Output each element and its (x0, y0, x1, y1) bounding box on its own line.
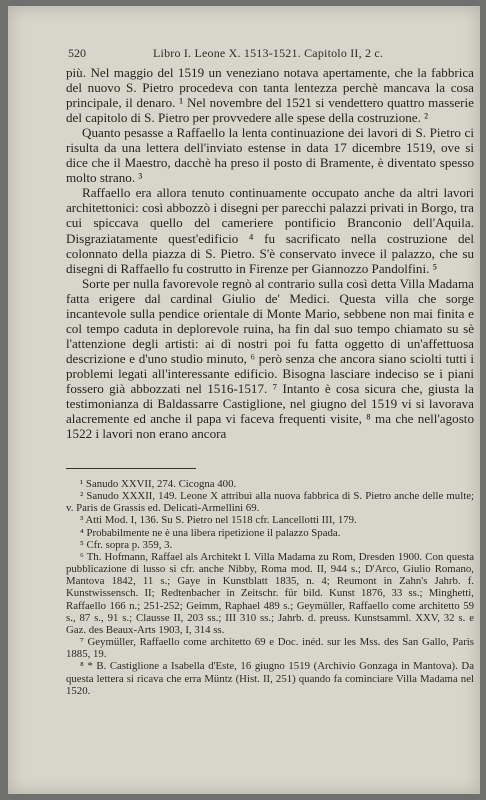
footnote: ⁷ Geymüller, Raffaello come architetto 69 e Doc. inéd. sur les Mss. des San Gallo, Paris 1885, 19. (66, 636, 474, 661)
paragraph: più. Nel maggio del 1519 un veneziano notava apertamente, che la fabbrica del nuovo S. Pietro procedeva con tanta lentezza perchè mancava la cosa principale, il denaro. ¹ Nel novembre del 1521 si vendettero quattro masserie del capitolo di S. Pietro per provvedere alle spese della costruzione. ² (66, 65, 474, 126)
footnote: ¹ Sanudo XXVII, 274. Cicogna 400. (80, 478, 237, 490)
paragraph: Sorte per nulla favorevole regnò al contrario sulla così detta Villa Madama fatta erigere dal cardinal Giulio de' Medici. Questa villa che sorge incantevole sulla pendice orientale di Monte Mario, sebbene non mai finita e col tempo caduta in deplorevole ruina, ha fin dal suo tempo chiamato su sè l'attenzione degli artisti: ai dì nostri poi fu fatta oggetto di un'affettuosa descrizione e d'uno studio minuto, ⁶ però senza che ancora siano sciolti tutti i problemi legati all'interessante edificio. Bisogna lasciare indeciso se i piani fossero già abbozzati nel 1516-1517. ⁷ Intanto è cosa sicura che, giusta la testimonianza di Baldassarre Castiglione, nel giugno del 1519 vi si lavorava alacremente ed anche il papa vi faceva frequenti visite, ⁸ ma che nell'agosto 1522 i lavori non erano ancora (66, 275, 474, 442)
footnote: ³ Atti Mod. I, 136. Su S. Pietro nel 1518 cfr. Lancellotti III, 179. (80, 514, 357, 527)
footnote: ⁶ Th. Hofmann, Raffael als Architekt I. Villa Madama zu Rom, Dresden 1900. Con questa pubblicazione di lusso si cfr. anche Nibby, Roma mod. II, 944 s.; D'Arco, Giulio Romano, Mantova 1842, 11 s.; Gaye in Kunstblatt 1835, n. 4; Reumont in Zahn's Jahrb. f. Kunstwissensch. II; Redtenbacher in Zeitschr. für bild. Kunst 1876, 33 ss.; Minghetti, Raffaello 166 n.; 251-252; Geimm, Raphael 489 s.; Geymüller, Raffaello come architetto 59 s., 87 s., 91 s.; Clausse II, 203 ss.; III 310 ss.; Jahrb. d. preuss. Kunstsamml. XXV, 32 s. e Gaz. des Beaux-Arts 1903, I, 314 ss. (66, 550, 474, 636)
main-text (66, 65, 474, 441)
running-header (68, 46, 418, 62)
footnote: ² Sanudo XXXII, 149. Leone X attribuì alla nuova fabbrica di S. Pietro anche delle multe; v. Paris de Grassis ed. Delicati-Armellini 69. (66, 490, 474, 515)
running-title: Libro I. Leone X. 1513-1521. Capitolo II, 2 c. (153, 46, 384, 60)
footnote: ⁵ Cfr. sopra p. 359, 3. (80, 538, 173, 551)
page-number: 520 (68, 46, 86, 60)
paragraph: Raffaello era allora tenuto continuamente occupato anche da altri lavori architettonici: così abbozzò i disegni per parecchi palazzi privati in Borgo, tra cui spiccava quello del cameriere pontificio Branconio dell'Aquila. Disgraziatamente quest'edificio ⁴ fu sacrificato nella costruzione del colonnato della piazza di S. Pietro. S'è conservato invece il palazzo, che su disegni di Raffaello fu costrutto in Firenze per Giannozzo Pandolfini. ⁵ (66, 185, 474, 276)
book-page (8, 6, 480, 794)
footnotes (66, 478, 474, 697)
footnote-divider (66, 468, 196, 469)
footnote: ⁴ Probabilmente ne è una libera ripetizione il palazzo Spada. (80, 526, 341, 539)
paragraph: Quanto pesasse a Raffaello la lenta continuazione dei lavori di S. Pietro ci risulta da una lettera dell'inviato estense in data 17 dicembre 1519, ove si dice che il Maestro, dacchè ha preso il posto di Bramente, è diventato spesso molto strano. ³ (66, 125, 474, 186)
footnote: ⁸ * B. Castiglione a Isabella d'Este, 16 giugno 1519 (Archivio Gonzaga in Mantova). Da questa lettera si ricava che erra Müntz (Hist. II, 251) quando fa cominciare Villa Madama nel 1520. (66, 660, 474, 697)
